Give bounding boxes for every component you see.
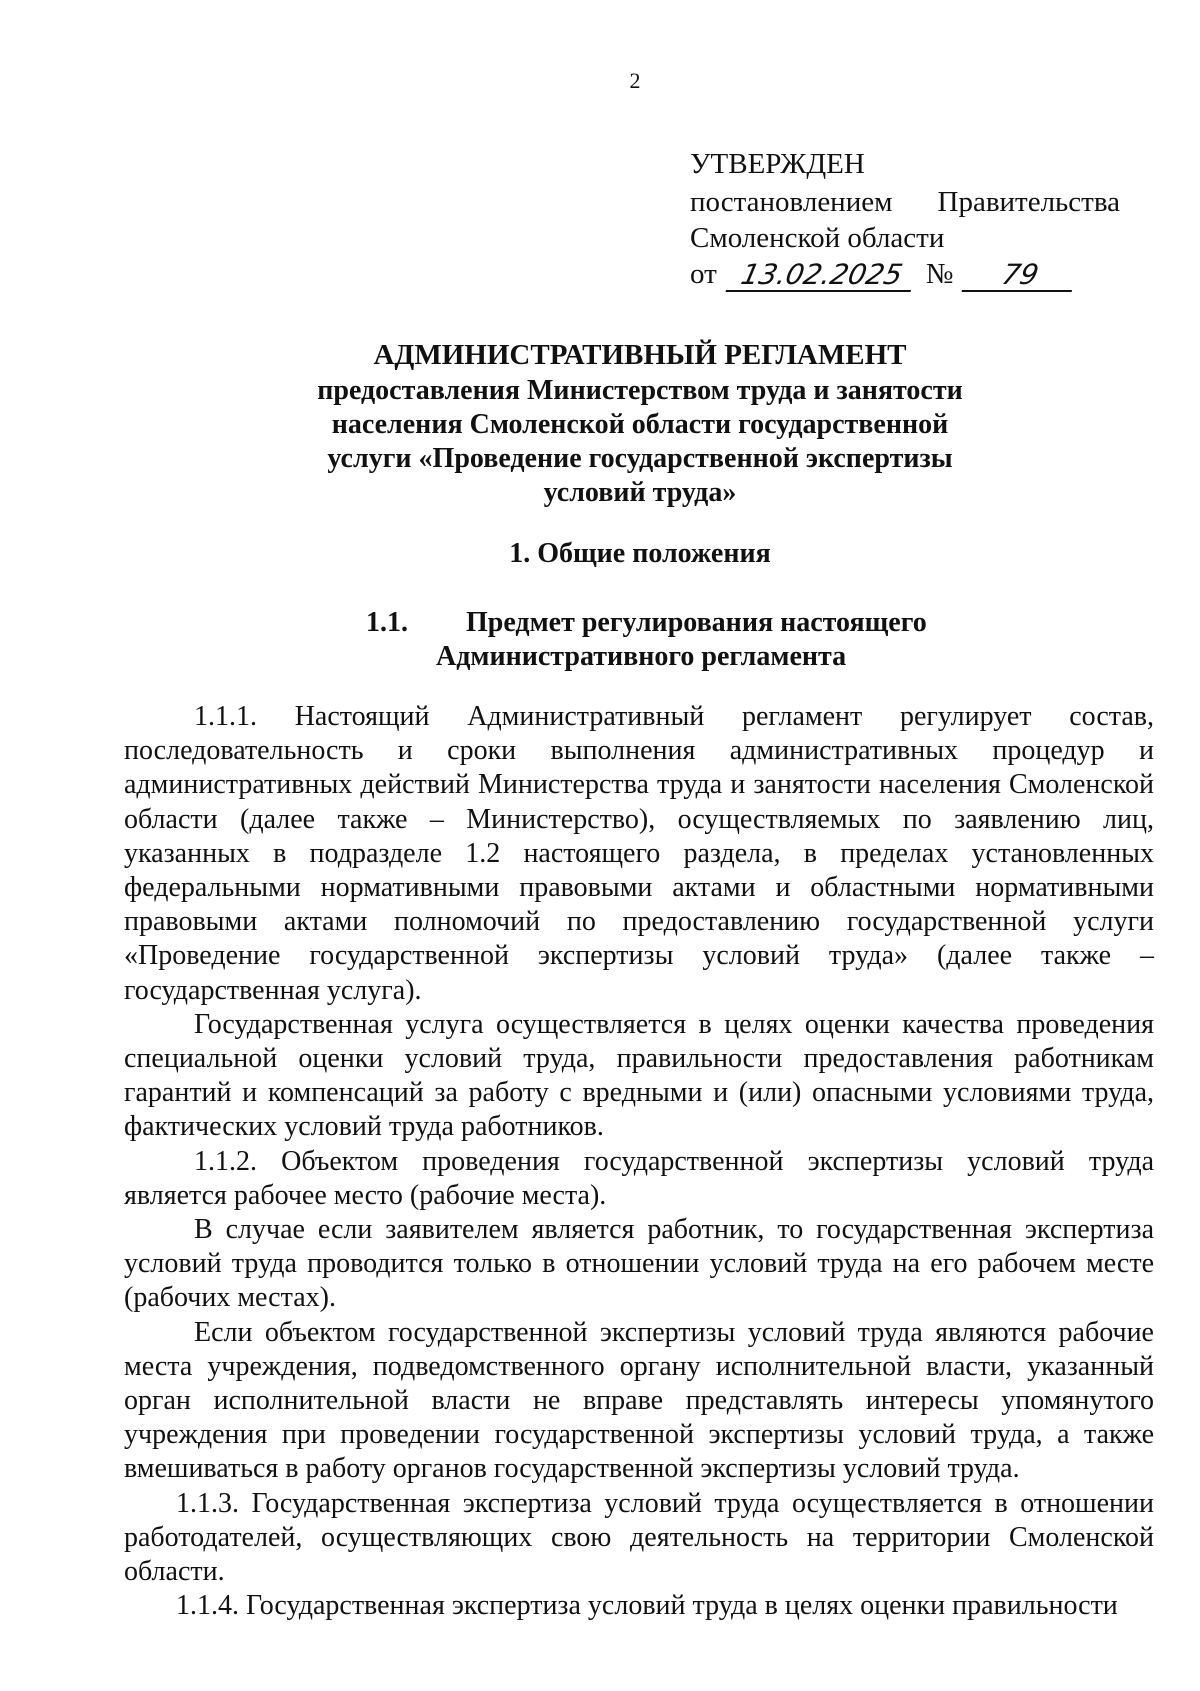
subsection-title-line1: Предмет регулирования настоящего	[466, 607, 927, 638]
section-heading: 1. Общие положения	[509, 538, 771, 569]
paragraph-1-1-2: 1.1.2. Объектом проведения государственной экспертизы условий труда является рабочее место (рабочие места).	[124, 1145, 1154, 1211]
document-title-line3: услуги «Проведение государственной экспертизы	[327, 443, 953, 474]
document-title-line1: предоставления Министерством труда и занятости	[317, 375, 963, 406]
number-prefix: №	[925, 258, 954, 290]
paragraph-subordinate-institution: Если объектом государственной экспертизы условий труда являются рабочие места учреждения, подведомственного органу исполнительной власти, указанный орган исполнительной власти не вправе представлять интересы упомянутого учреждения при проведении государственной экспертизы условий труда, а также вмешиваться в работу органов государственной экспертизы условий труда.	[124, 1316, 1154, 1485]
approval-block	[690, 146, 1120, 292]
subsection-number: 1.1.	[366, 607, 408, 638]
approval-line1-right: Правительства	[937, 186, 1120, 218]
subsection-title-line2: Административного регламента	[436, 641, 847, 672]
document-title-line4: условий труда»	[543, 477, 737, 508]
document-title-line2: населения Смоленской области государственной	[331, 409, 949, 440]
handwritten-date: 13.02.2025	[725, 260, 917, 292]
body-text	[124, 700, 1154, 1623]
page-number: 2	[629, 68, 641, 93]
paragraph-1-1-4: 1.1.4. Государственная экспертиза условий труда в целях оценки правильности	[176, 1590, 1118, 1622]
subsection-line1	[340, 606, 1000, 640]
date-prefix: от	[690, 258, 717, 290]
approval-line1-left: постановлением	[690, 186, 893, 218]
handwritten-number: 79	[962, 260, 1079, 292]
approval-line1	[690, 184, 1120, 220]
paragraph-1-1-1: 1.1.1. Настоящий Административный регламент регулирует состав, последовательность и сроки выполнения административных процедур и административных действий Министерства труда и занятости населения Смоленской области (далее также – Министерство), осуществляемых по заявлению лиц, указанных в подразделе 1.2 настоящего раздела, в пределах установленных федеральными нормативными правовыми актами и областными нормативными правовыми актами полномочий по предоставлению государственной услуги «Проведение государственной экспертизы условий труда» (далее также – государственная услуга).	[124, 701, 1154, 1006]
document-title	[240, 338, 1040, 510]
paragraph-worker-case: В случае если заявителем является работник, то государственная экспертиза условий труда проводится только в отношении условий труда на его рабочем месте (рабочих местах).	[124, 1214, 1154, 1314]
subsection-heading	[340, 606, 1000, 674]
paragraph-1-1-3: 1.1.3. Государственная экспертиза условий труда осуществляется в отношении работодателей, осуществляющих свою деятельность на территории Смоленской области.	[124, 1487, 1154, 1588]
paragraph-purpose: Государственная услуга осуществляется в целях оценки качества проведения специальной оценки условий труда, правильности предоставления работникам гарантий и компенсаций за работу с вредными и (или) опасными условиями труда, фактических условий труда работников.	[124, 1008, 1154, 1143]
approval-line2: Смоленской области	[690, 222, 945, 254]
document-title-main: АДМИНИСТРАТИВНЫЙ РЕГЛАМЕНТ	[373, 339, 907, 371]
approval-title: УТВЕРЖДЕН	[690, 148, 865, 180]
approval-date-number-row	[690, 256, 1120, 292]
